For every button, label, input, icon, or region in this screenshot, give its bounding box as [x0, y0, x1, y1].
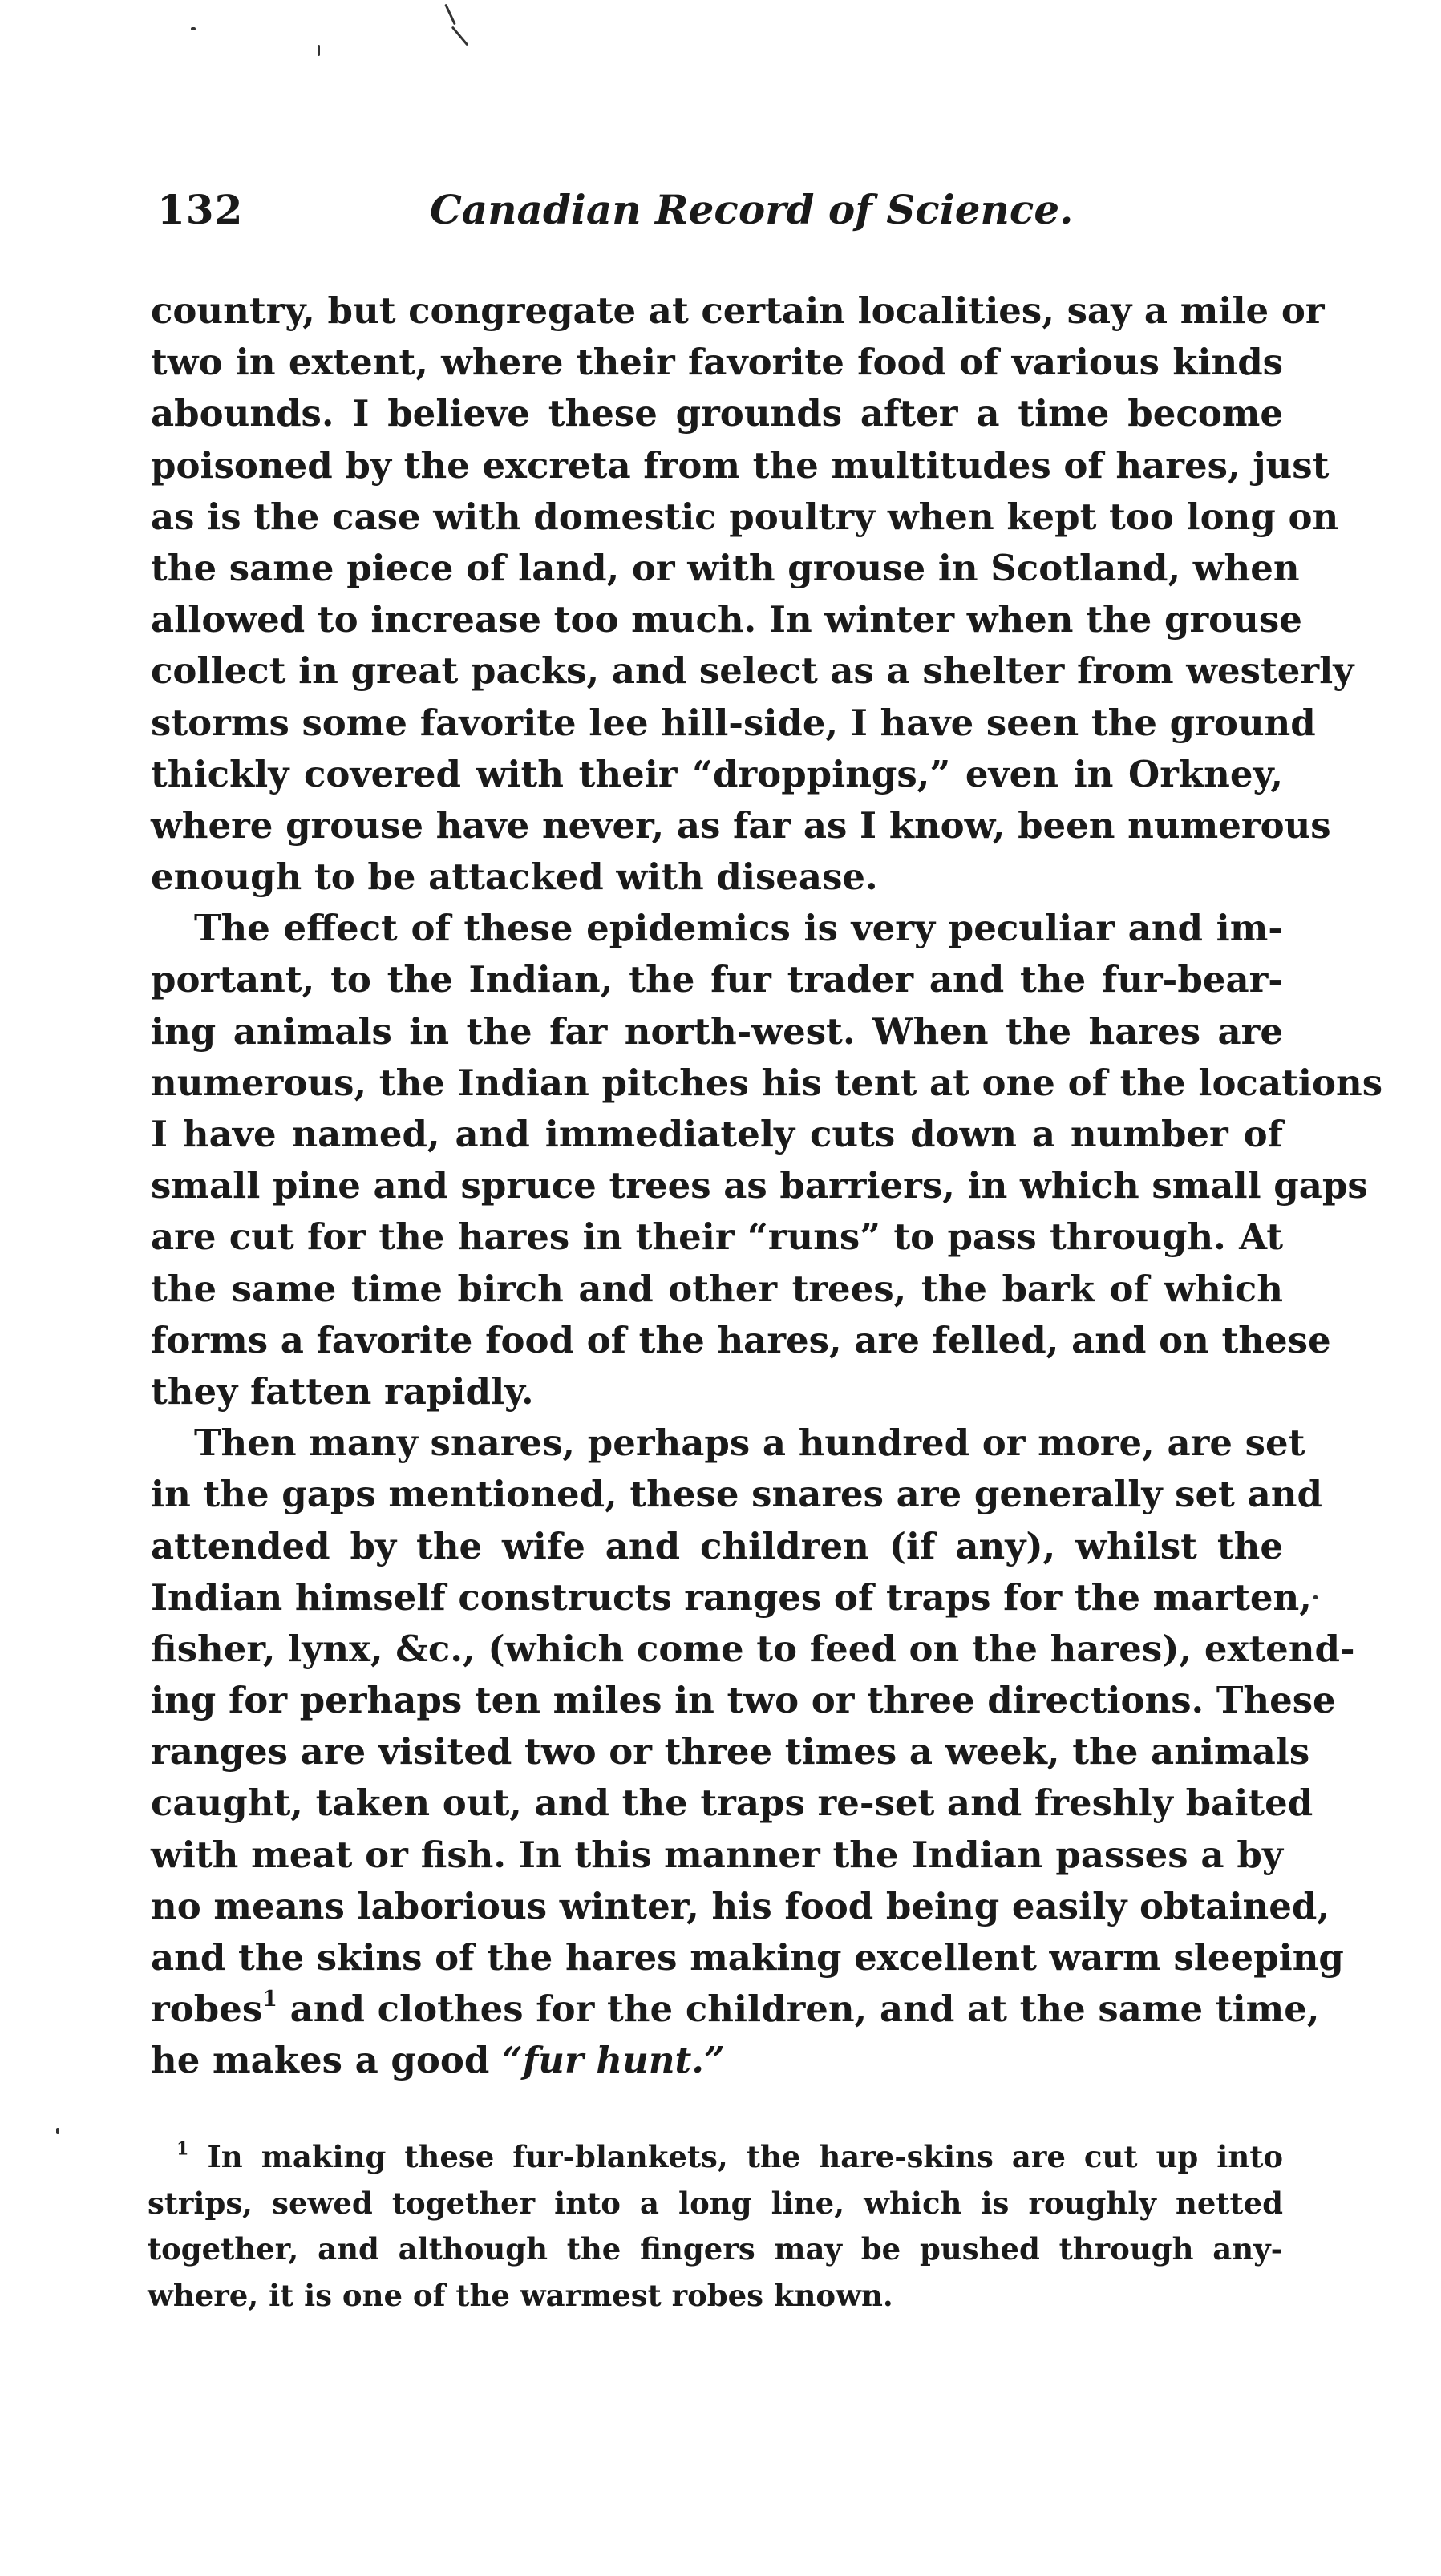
text-line: numerous, the Indian pitches his tent at one of the locations	[151, 1061, 1383, 1104]
text-line: I have named, and immediately cuts down a number of	[151, 1113, 1283, 1155]
text-line	[151, 2035, 1283, 2086]
text-line: collect in great packs, and select as a shelter from westerly	[151, 649, 1354, 693]
text-line: ing for perhaps ten miles in two or three directions. These	[151, 1679, 1336, 1722]
page-number: 132	[157, 186, 244, 233]
paragraph-first-line: Then many snares, perhaps a hundred or more, are set	[194, 1421, 1305, 1465]
footnote	[148, 2134, 1283, 2319]
scan-speck	[191, 27, 196, 30]
scan-speck	[1313, 1595, 1318, 1599]
body-text	[151, 285, 1383, 2087]
text-line: no means laborious winter, his food being easily obtained,	[151, 1884, 1330, 1927]
text-line: allowed to increase too much. In winter when the grouse	[151, 598, 1302, 641]
text-line: caught, taken out, and the traps re-set and freshly baited	[151, 1781, 1313, 1825]
text-fragment: robes	[151, 1988, 263, 2031]
footnote-first-line	[148, 2134, 1283, 2181]
text-line: ing animals in the far north-west. When the hares are	[151, 1009, 1283, 1053]
footnote-reference: 1	[262, 1987, 277, 2012]
text-line: Indian himself constructs ranges of traps for the marten,	[151, 1575, 1312, 1619]
text-line: poisoned by the excreta from the multitudes of hares, just	[151, 443, 1330, 487]
scan-speck	[451, 26, 469, 47]
footnote-marker: 1	[176, 2138, 189, 2160]
running-head	[157, 186, 1280, 250]
footnote-line: strips, sewed together into a long line, which is roughly netted	[148, 2185, 1283, 2221]
text-line: and the skins of the hares making excellent warm sleeping	[151, 1936, 1344, 1979]
text-line: ranges are visited two or three times a week, the animals	[151, 1730, 1310, 1773]
text-fragment: and clothes for the children, and at the same time,	[277, 1988, 1320, 2031]
text-line: fisher, lynx, &c., (which come to feed on the hares), extend-	[151, 1627, 1355, 1670]
text-line: they fatten rapidly.	[151, 1369, 534, 1413]
text-line: the same piece of land, or with grouse in Scotland, when	[151, 546, 1300, 589]
text-line: small pine and spruce trees as barriers, in which small gaps	[151, 1164, 1368, 1207]
text-line: the same time birch and other trees, the bark of which	[151, 1267, 1283, 1310]
text-line: forms a favorite food of the hares, are felled, and on these	[151, 1318, 1331, 1361]
footnote-line: together, and although the fingers may be pushed through any-	[148, 2231, 1283, 2267]
text-fragment: he makes a good	[151, 2039, 503, 2082]
footnote-line: where, it is one of the warmest robes known.	[148, 2277, 893, 2313]
text-line: with meat or fish. In this manner the Indian passes a by	[151, 1833, 1283, 1876]
scan-speck	[56, 2128, 59, 2134]
text-line: as is the case with domestic poultry when kept too long on	[151, 495, 1339, 538]
text-line: enough to be attacked with disease.	[151, 855, 878, 899]
text-line: portant, to the Indian, the fur trader and the fur-bear-	[151, 958, 1283, 1001]
text-line: storms some favorite lee hill-side, I have seen the ground	[151, 701, 1316, 744]
text-fragment: In making these fur-blankets, the hare-skins are cut up into	[188, 2139, 1283, 2174]
text-line: abounds. I believe these grounds after a time become	[151, 392, 1283, 435]
journal-title: Canadian Record of Science.	[430, 186, 1074, 233]
text-line: thickly covered with their “droppings,” even in Orkney,	[151, 752, 1283, 795]
text-line: two in extent, where their favorite food of various kinds	[151, 341, 1283, 384]
text-line: where grouse have never, as far as I know, been numerous	[151, 803, 1331, 847]
scan-speck	[318, 45, 320, 56]
text-line: in the gaps mentioned, these snares are generally set and	[151, 1473, 1322, 1516]
italic-phrase: “fur hunt.”	[502, 2039, 725, 2082]
text-line: are cut for the hares in their “runs” to pass through. At	[151, 1215, 1283, 1259]
text-line: country, but congregate at certain localities, say a mile or	[151, 289, 1325, 332]
text-line: attended by the wife and children (if any), whilst the	[151, 1524, 1283, 1567]
paragraph-first-line: The effect of these epidemics is very peculiar and im-	[194, 907, 1283, 950]
scan-speck	[444, 4, 456, 26]
text-line	[151, 1984, 1320, 2035]
